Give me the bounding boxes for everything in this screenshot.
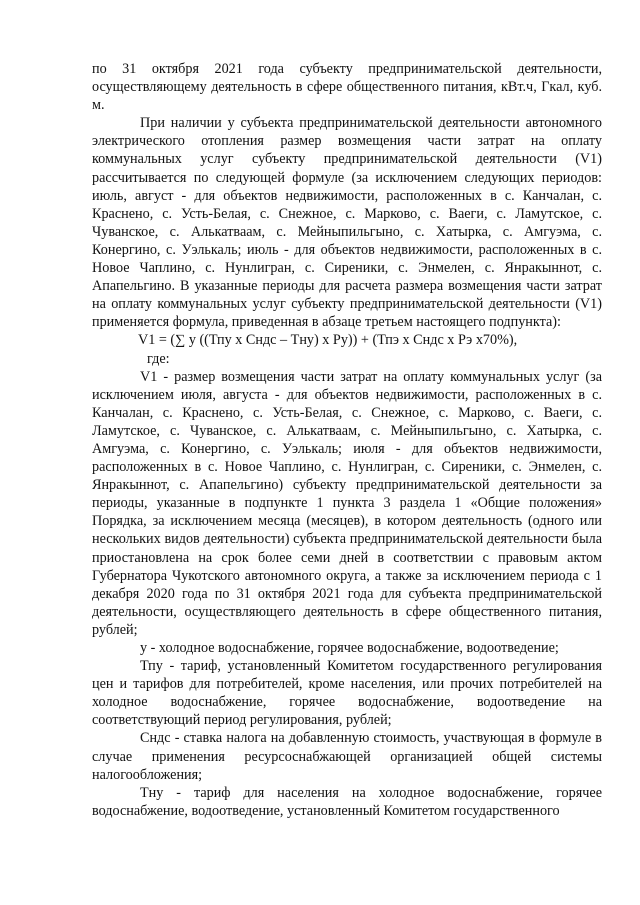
definition-v1: V1 - размер возмещения части затрат на оплату коммунальных услуг (за исключением июля, августа - для объектов недвижимости, расположенных в с. Канчалан, с. Краснено, с. Усть-Белая, с. Снежное, с. Марково, с. Ваеги, с. Ламутское, с. Чуванское, с. Алькатваам, с. Мейныпильгыно, с. Хатырка, с. Амгуэма, с. Конергино, с. Уэлькаль; июля - для объектов недвижимости, расположенных в с. Новое Чаплино, с. Нунлигран, с. Сиреники, с. Энмелен, с. Янракыннот, с. Апапельгино) субъекту предпринимательской деятельности за периоды, указанные в подпункте 1 пункта 3 раздела 1 «Общие положения» Порядка, за исключением месяца (месяцев), в котором деятельность (одного или нескольких видов деятельности) субъекта предпринимательской деятельности была приостановлена на срок более семи дней в соответствии с правовым актом Губернатора Чукотского автономного округа, а также за исключением периода с 1 декабря 2020 года по 31 октября 2021 года для субъекта предпринимательской деятельности, осуществляющего деятельность в сфере общественного питания, рублей;	[92, 368, 602, 638]
paragraph-autonomous-heating: При наличии у субъекта предпринимательской деятельности автономного электрического отопления размер возмещения части затрат на оплату коммунальных услуг субъекту предпринимательской деятельности (V1) рассчитывается по следующей формуле (за исключением следующих периодов: июль, август - для объектов недвижимости, расположенных в с. Канчалан, с. Краснено, с. Усть-Белая, с. Снежное, с. Марково, с. Ваеги, с. Ламутское, с. Чуванское, с. Алькатваам, с. Мейныпильгыно, с. Хатырка, с. Амгуэма, с. Конергино, с. Уэлькаль; июль - для объектов недвижимости, расположенных в с. Новое Чаплино, с. Нунлигран, с. Сиреники, с. Энмелен, с. Янракыннот, с. Апапельгино. В указанные периоды для расчета размера возмещения части затрат на оплату коммунальных услуг субъекту предпринимательской деятельности (V1) применяется формула, приведенная в абзаце третьем настоящего подпункта):	[92, 115, 602, 331]
definition-snds: Сндс - ставка налога на добавленную стоимость, участвующая в формуле в случае применения ресурсоснабжающей организацией общей системы налогообложения;	[92, 730, 602, 783]
document-page	[92, 60, 602, 820]
where-label: где:	[147, 350, 170, 367]
definition-tpu: Тпу - тариф, установленный Комитетом государственного регулирования цен и тарифов для потребителей, кроме населения, или прочих потребителей на холодное водоснабжение, горячее водоснабжение, водоотведение на соответствующий период регулирования, рублей;	[92, 658, 602, 729]
formula: V1 = (∑ у ((Тпу х Сндс – Тну) х Ру)) + (Тпэ х Сндс х Рэ х70%),	[138, 332, 518, 349]
paragraph-continuation: по 31 октября 2021 года субъекту предпринимательской деятельности, осуществляющему деятельность в сфере общественного питания, кВт.ч, Гкал, куб. м.	[92, 61, 602, 114]
definition-tnu: Тну - тариф для населения на холодное водоснабжение, горячее водоснабжение, водоотведение, установленный Комитетом государственного	[92, 784, 602, 819]
definition-y: у - холодное водоснабжение, горячее водоснабжение, водоотведение;	[140, 640, 559, 656]
